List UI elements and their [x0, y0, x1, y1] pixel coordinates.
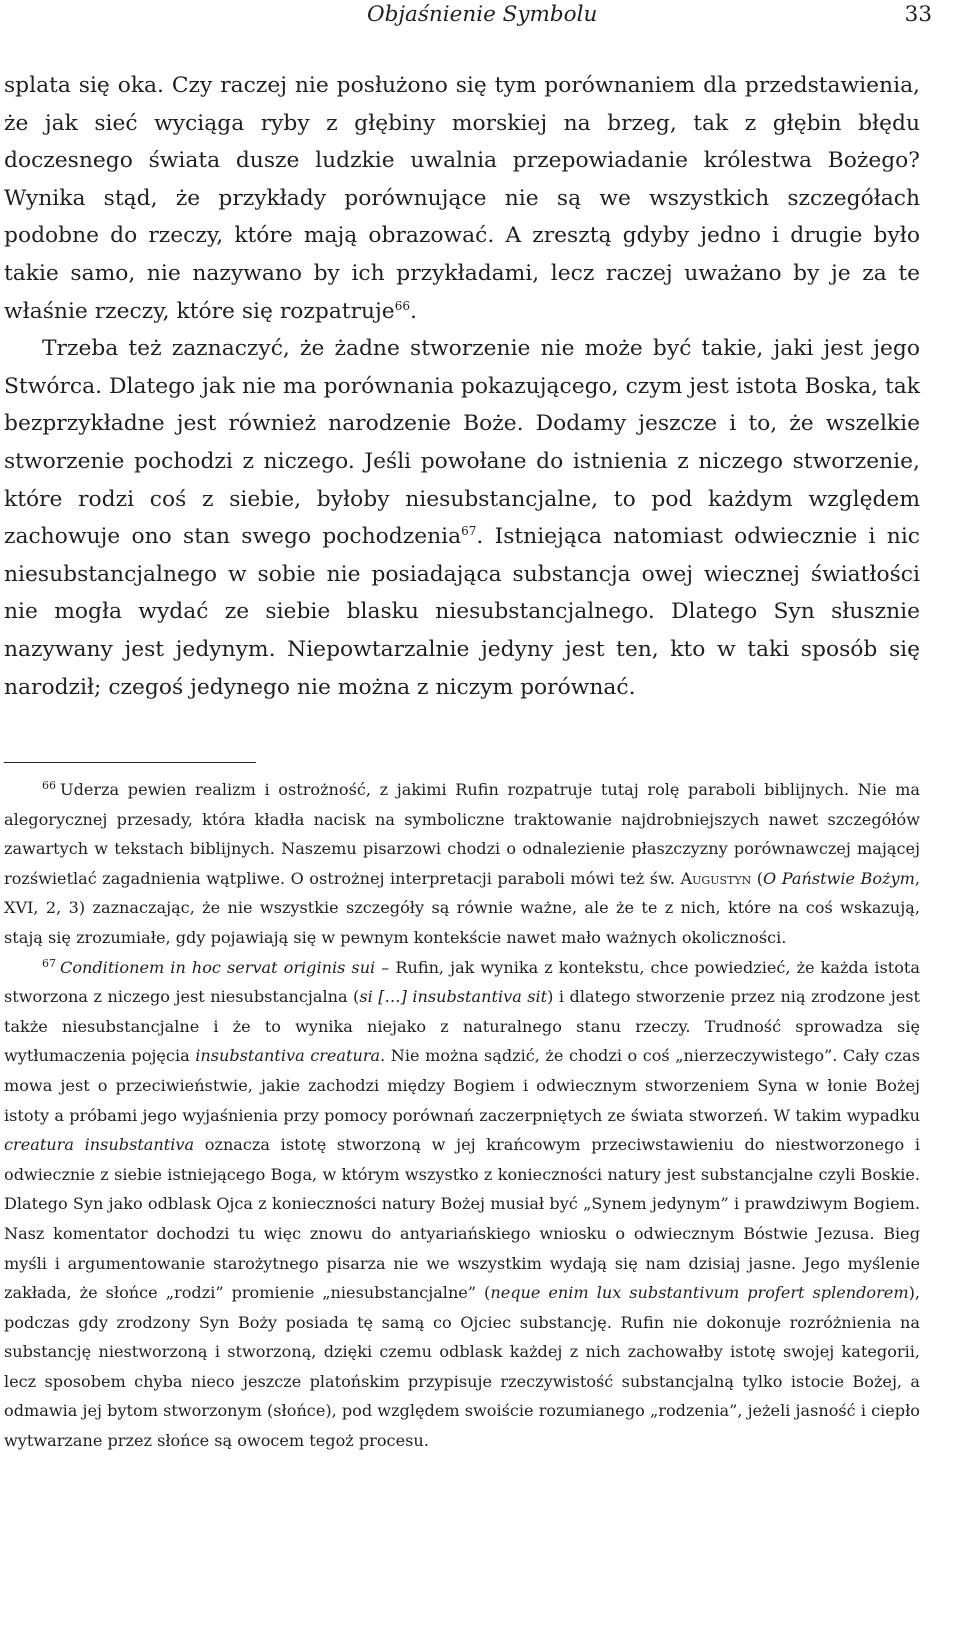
footnote-66-text-3: , XVI, 2, 3) zaznaczając, że nie wszystkie szczegóły są równie ważne, ale że te z nich, które na coś wskazują, stają się zrozumiałe, gdy pojawiają się w pewnym kontekście nawet mało ważnych okoliczności. — [4, 868, 920, 947]
footnote-67-quote: Conditionem in hoc servat originis sui — [60, 957, 376, 977]
running-head — [0, 2, 960, 32]
footnote-67-latin-3: creatura insubstantiva — [4, 1135, 195, 1155]
footnote-66-number: 66 — [42, 779, 56, 792]
chapter-title: Objaśnienie Symbolu — [367, 2, 598, 27]
footnote-67-text: – Rufin, jak wynika z kontekstu, chce powiedzieć, że każda istota stworzona z niczego jest niesubstancjalna ( — [4, 957, 920, 1007]
paragraph-1-end: . — [409, 298, 417, 324]
footnote-separator — [4, 762, 256, 763]
footnote-67-latin-2: insubstantiva creatura — [195, 1046, 381, 1066]
footnote-66-author: Augustyn — [680, 868, 752, 888]
footnote-66-text-2: ( — [751, 868, 764, 888]
footnote-66-text: Uderza pewien realizm i ostrożność, z jakimi Rufin rozpatruje tutaj rolę paraboli biblijnych. Nie ma alegorycznej przesady, która kładła nacisk na symboliczne traktowanie najdrobniejszych nawet szczegółów zawartych w tekstach biblijnych. Naszemu pisarzowi chodzi o odnalezienie płaszczyzny porównawczej mającej rozświetlać zagadnienia wątpliwe. O ostrożnej interpretacji paraboli mówi też św. — [4, 780, 920, 888]
footnote-ref-66[interactable]: 66 — [394, 298, 410, 313]
footnote-67-latin-1: si […] insubstantiva sit — [359, 987, 548, 1007]
paragraph-1 — [4, 67, 920, 330]
page-number: 33 — [904, 2, 932, 27]
footnote-67-text-3: . Nie można sądzić, że chodzi o coś „nierzeczywistego”. Cały czas mowa jest o przeciwieństwie, jakie zachodzi między Bogiem i odwiecznym stworzeniem Syna w łonie Bożej istoty a próbami jego wyjaśnienia przy pomocy porównań zaczerpniętych ze świata stworzeń. W takim wypadku — [4, 1046, 920, 1125]
footnote-67-text-4: oznacza istotę stworzoną w jej krańcowym przeciwstawieniu do niestworzonego i odwiecznie z siebie istniejącego Boga, w którym wszystko z konieczności natury jest substancjalne czyli Boskie. Dlatego Syn jako odblask Ojca z konieczności natury Bożej musiał być „Synem jedynym” i prawdziwym Bogiem. Nasz komentator dochodzi tu więc znowu do antyariańskiego wniosku o odwiecznym Bóstwie Jezusa. Bieg myśli i argumentowanie starożytnego pisarza nie we wszystkim wydają się nam dzisiaj jasne. Jego myślenie zakłada, że słońce „rodzi” promienie „niesubstancjalne” ( — [4, 1135, 920, 1303]
paragraph-2-end: . Istniejąca natomiast odwiecznie i nic niesubstancjalnego w sobie nie posiadająca substancja owej wiecznej światłości nie mogła wydać ze siebie blasku niesubstancjalnego. Dlatego Syn słusznie nazywany jest jedynym. Niepowtarzalnie jedyny jest ten, kto w taki sposób się narodził; czegoś jedynego nie można z niczym porównać. — [4, 524, 920, 700]
footnote-67-text-5: ), podczas gdy zrodzony Syn Boży posiada tę samą co Ojciec substancję. Rufin nie dokonuje rozróżnienia na substancję niestworzoną i stworzoną, dzięki czemu odblask każdej z nich zachowałby istotę swojej kategorii, lecz sposobem chyba nieco jeszcze platońskim przypisuje rzeczywistość substancjalną tylko istocie Bożej, a odmawia jej bytom stworzonym (słońce), pod względem swoiście rozumianego „rodzenia”, jeżeli jasność i ciepło wytwarzane przez słońce są owocem tegoż procesu. — [4, 1283, 920, 1451]
footnote-67-text-2: ) i dlatego stworzenie przez nią zrodzone jest także niesubstancjalne i że to wynika niejako z naturalnego stanu rzeczy. Trudność sprowadza się wytłumaczenia pojęcia — [4, 987, 920, 1066]
footnote-67-latin-4: neque enim lux substantivum profert splendorem — [490, 1283, 909, 1303]
main-text — [4, 67, 920, 706]
footnote-66 — [4, 775, 920, 953]
footnote-66-work: O Państwie Bożym — [763, 868, 915, 888]
footnote-ref-67[interactable]: 67 — [461, 524, 477, 539]
footnote-67-number: 67 — [42, 956, 56, 970]
paragraph-2-text: Trzeba też zaznaczyć, że żadne stworzenie nie może być takie, jaki jest jego Stwórca. Dlatego jak nie ma porównania pokazującego, czym jest istota Boska, tak bezprzykładne jest również narodzenie Boże. Dodamy jeszcze i to, że wszelkie stworzenie pochodzi z niczego. Jeśli powołane do istnienia z niczego stworzenie, które rodzi coś z siebie, byłoby niesubstancjalne, to pod każdym względem zachowuje ono stan swego pochodzenia — [4, 336, 920, 550]
paragraph-1-text: splata się oka. Czy raczej nie posłużono się tym porównaniem dla przedstawienia, że jak sieć wyciąga ryby z głębiny morskiej na brzeg, tak z głębin błędu doczesnego świata dusze ludzkie uwalnia przepowiadanie królestwa Bożego? Wynika stąd, że przykłady porównujące nie są we wszystkich szczegółach podobne do rzeczy, które mają obrazować. A zresztą gdyby jedno i drugie było takie samo, nie nazywano by ich przykładami, lecz raczej uważano by je za te właśnie rzeczy, które się rozpatruje — [4, 73, 920, 324]
footnotes — [4, 775, 920, 1456]
paragraph-2 — [4, 330, 920, 706]
footnote-67 — [4, 953, 920, 1456]
